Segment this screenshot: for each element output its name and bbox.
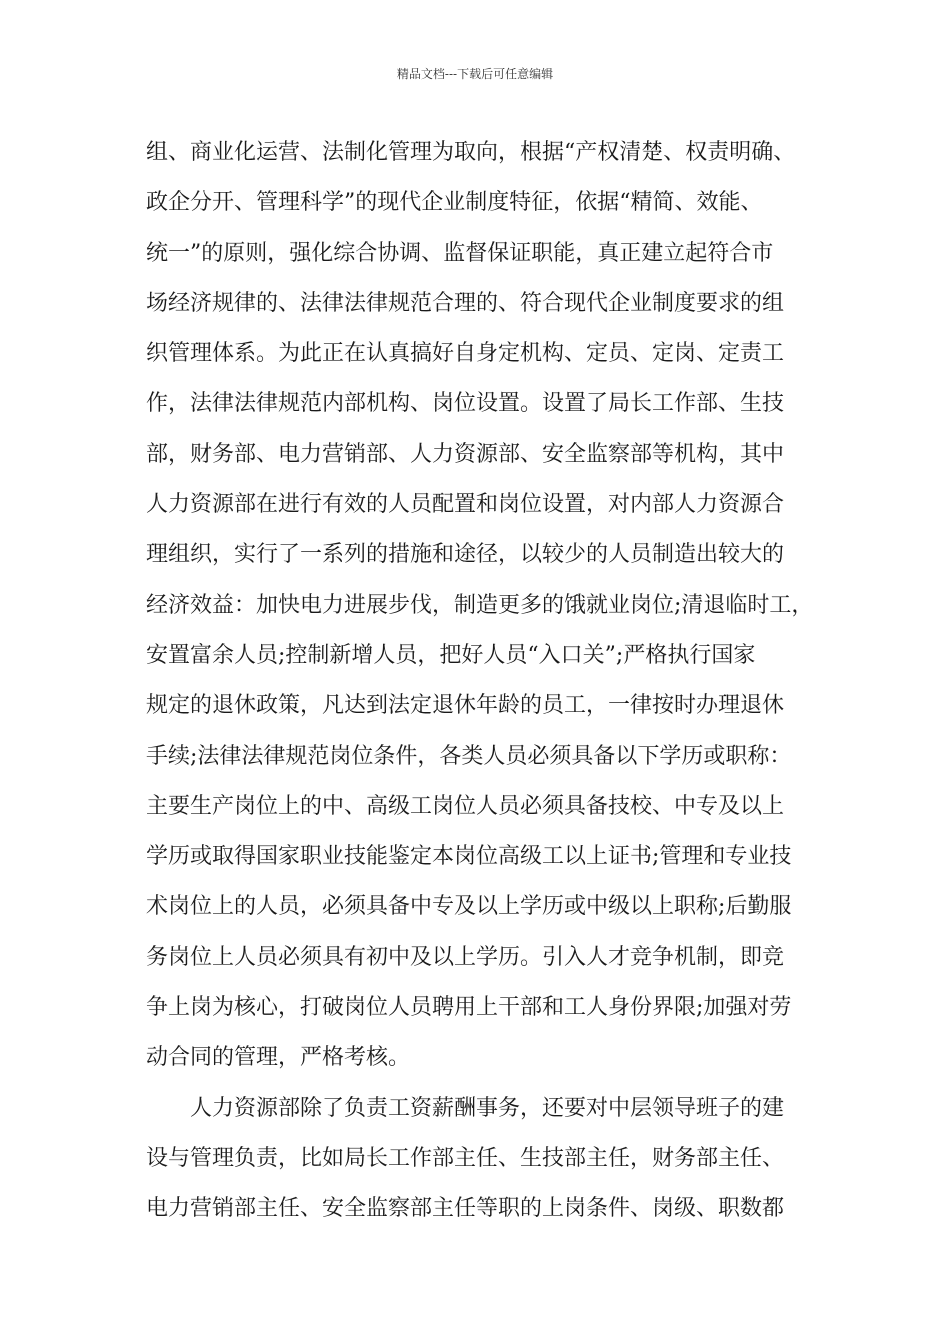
text-line: 务岗位上人员必须具有初中及以上学历。引入人才竞争机制，即竞: [146, 944, 785, 970]
document-body: [146, 128, 816, 1235]
text-line: 人力资源部在进行有效的人员配置和岗位设置，对内部人力资源合: [146, 492, 785, 518]
text-line: 手续;法律法律规范岗位条件，各类人员必须具备以下学历或职称：: [146, 743, 792, 769]
text-line: 场经济规律的、法律法律规范合理的、符合现代企业制度要求的组: [146, 290, 785, 316]
text-line: 规定的退休政策，凡达到法定退休年龄的员工，一律按时办理退休: [146, 693, 785, 719]
text-line: 术岗位上的人员，必须具备中专及以上学历或中级以上职称;后勤服: [146, 894, 792, 920]
text-line: 电力营销部主任、安全监察部主任等职的上岗条件、岗级、职数都: [146, 1196, 785, 1222]
text-line: 经济效益：加快电力进展步伐，制造更多的饿就业岗位;清退临时工，: [146, 592, 814, 618]
text-line: 部，财务部、电力营销部、人力资源部、安全监察部等机构，其中: [146, 441, 785, 467]
text-line: 作，法律法律规范内部机构、岗位设置。设置了局长工作部、生技: [146, 391, 785, 417]
text-line: 设与管理负责，比如局长工作部主任、生技部主任，财务部主任、: [146, 1145, 785, 1171]
text-line: 统一”的原则，强化综合协调、监督保证职能，真正建立起符合市: [146, 240, 774, 266]
text-line: 动合同的管理，严格考核。: [146, 1045, 411, 1071]
text-line: 组、商业化运营、法制化管理为取向，根据“产权清楚、权责明确、: [146, 140, 796, 165]
text-line: 理组织，实行了一系列的措施和途径，以较少的人员制造出较大的: [146, 542, 785, 568]
paragraph-first-line: 人力资源部除了负责工资薪酬事务，还要对中层领导班子的建: [190, 1095, 785, 1121]
text-line: 学历或取得国家职业技能鉴定本岗位高级工以上证书;管理和专业技: [146, 844, 792, 870]
page-header: 精品文档---下载后可任意编辑: [396, 67, 554, 81]
text-line: 政企分开、管理科学”的现代企业制度特征，依据“精简、效能、: [146, 190, 763, 216]
text-line: 主要生产岗位上的中、高级工岗位人员必须具备技校、中专及以上: [146, 793, 785, 819]
text-line: 织管理体系。为此正在认真搞好自身定机构、定员、定岗、定责工: [146, 341, 785, 367]
text-line: 安置富余人员;控制新增人员，把好人员“入口关”;严格执行国家: [146, 642, 756, 668]
text-line: 争上岗为核心，打破岗位人员聘用上干部和工人身份界限;加强对劳: [146, 995, 792, 1021]
